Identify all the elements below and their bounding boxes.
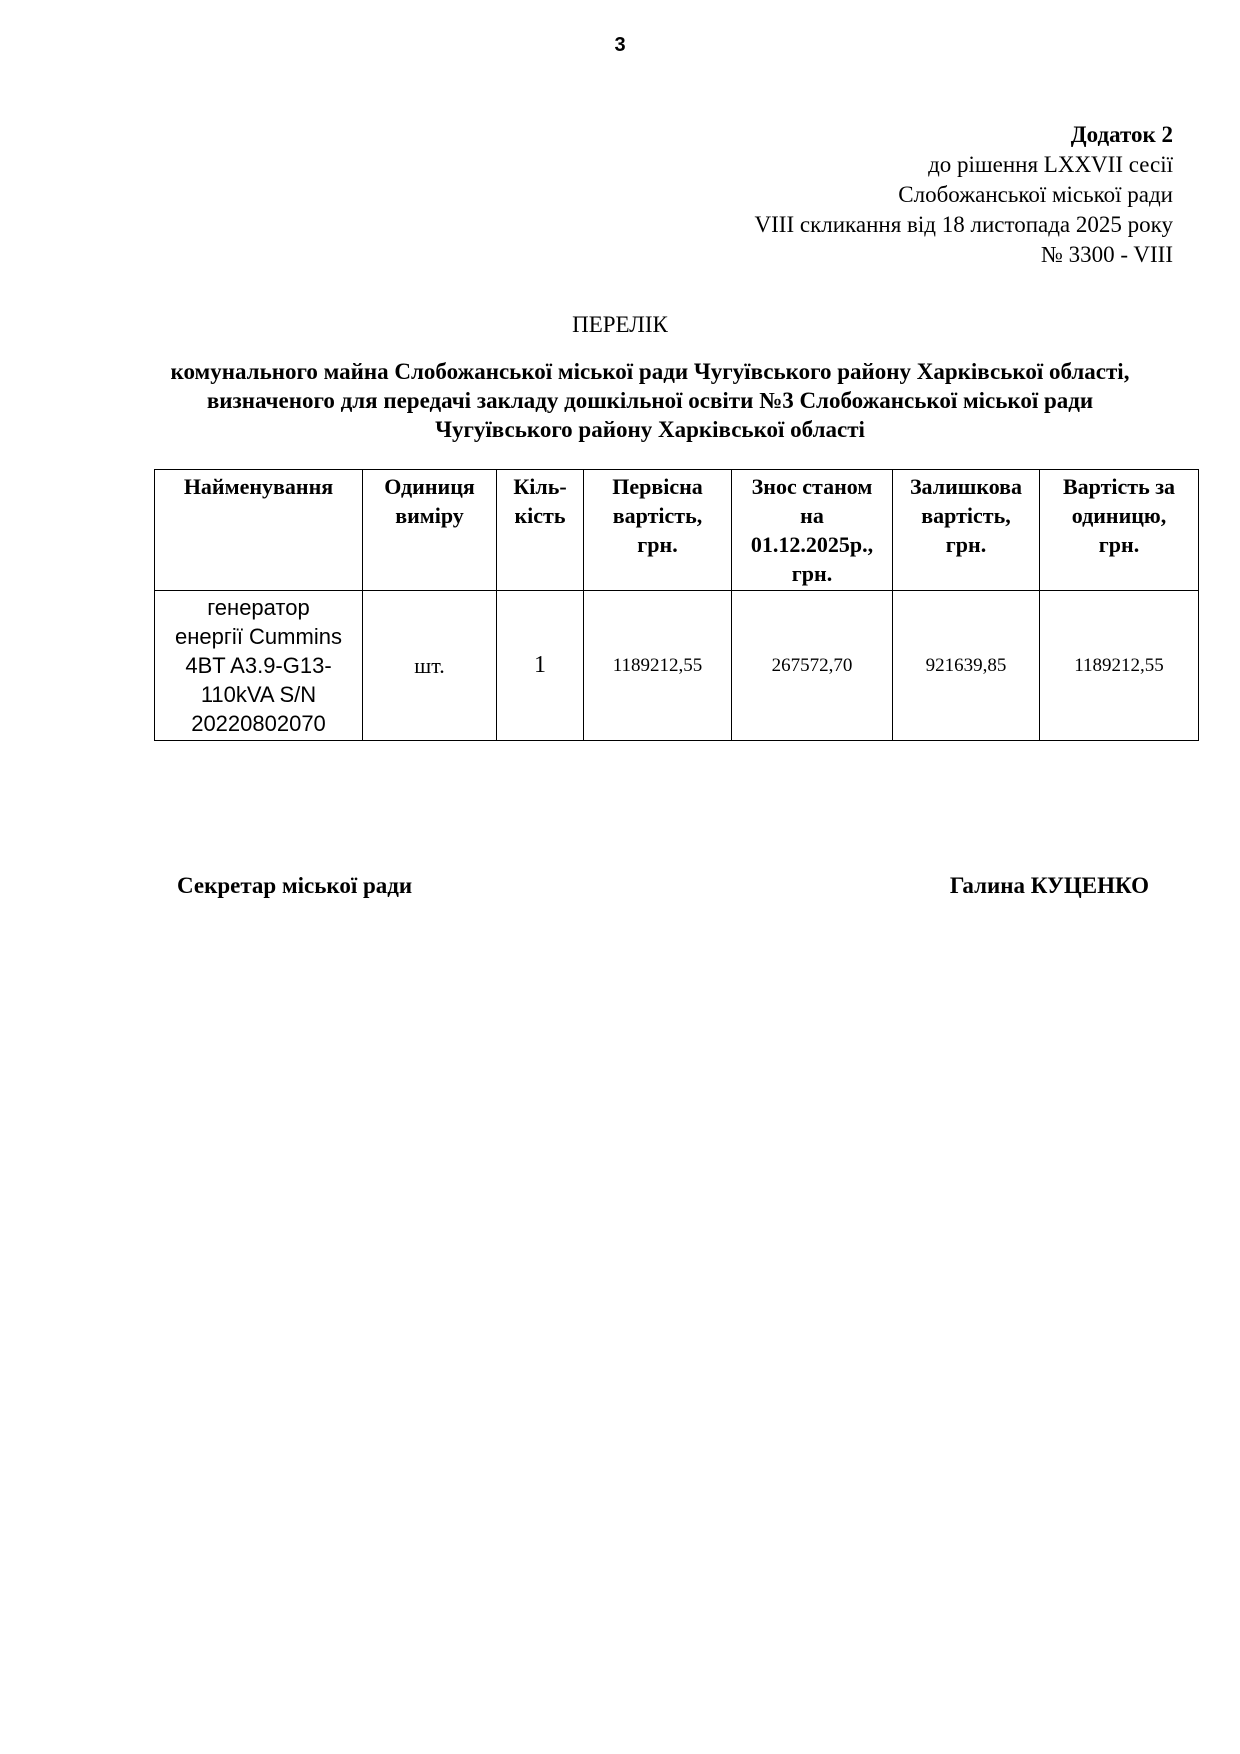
- header-unit: Одиниця виміру: [363, 470, 497, 591]
- header-initial-cost: Первісна вартість, грн.: [584, 470, 732, 591]
- annex-line-2: Слобожанської міської ради: [898, 182, 1173, 207]
- cell-unit: шт.: [363, 591, 497, 741]
- annex-title: Додаток 2: [1070, 122, 1173, 147]
- header-name: Найменування: [155, 470, 363, 591]
- table-row: [155, 591, 1199, 741]
- page-number: 3: [614, 34, 626, 56]
- document-title: ПЕРЕЛІК: [572, 312, 668, 337]
- subtitle-line-1: комунального майна Слобожанської міської ради Чугуївського району Харківської області,: [170, 359, 1130, 384]
- header-quantity: Кіль- кість: [497, 470, 584, 591]
- annex-line-1: до рішення LXXVII сесії: [928, 152, 1173, 177]
- cell-unit-cost: 1189212,55: [1040, 591, 1199, 741]
- property-table: [154, 469, 1199, 741]
- header-depreciation: Знос станом на 01.12.2025р., грн.: [732, 470, 893, 591]
- cell-initial-cost: 1189212,55: [584, 591, 732, 741]
- signatory-position: Секретар міської ради: [177, 873, 413, 898]
- cell-residual-value: 921639,85: [893, 591, 1040, 741]
- table-header-row: [155, 470, 1199, 591]
- cell-quantity: 1: [497, 591, 584, 741]
- subtitle-line-2: визначеного для передачі закладу дошкільної освіти №3 Слобожанської міської ради: [206, 388, 1094, 413]
- annex-line-3: VIII скликання від 18 листопада 2025 року: [754, 212, 1173, 237]
- annex-block: [755, 120, 1173, 270]
- signatory-name: Галина КУЦЕНКО: [949, 873, 1149, 898]
- subtitle-line-3: Чугуївського району Харківської області: [435, 417, 865, 442]
- document-subtitle: [150, 357, 1150, 444]
- cell-depreciation: 267572,70: [732, 591, 893, 741]
- header-unit-cost: Вартість за одиницю, грн.: [1040, 470, 1199, 591]
- header-residual-value: Залишкова вартість, грн.: [893, 470, 1040, 591]
- cell-name: генератор енергії Cummins 4BT A3.9-G13- 110kVA S/N 20220802070: [155, 591, 363, 741]
- annex-line-4: № 3300 - VIII: [1040, 242, 1173, 267]
